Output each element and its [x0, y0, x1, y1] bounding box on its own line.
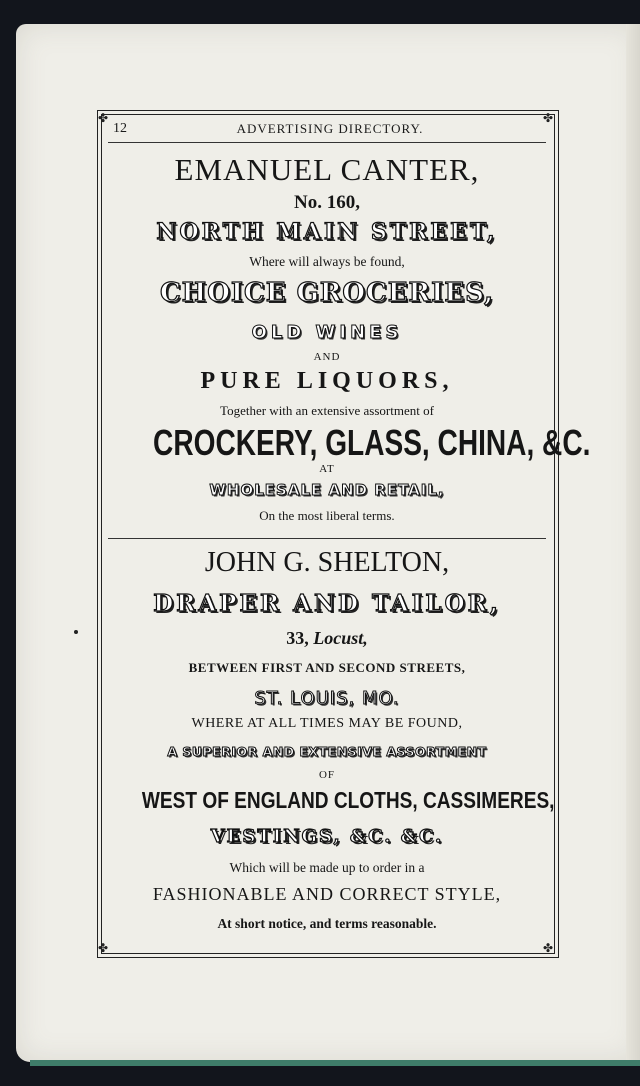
liquors-line: PURE LIQUORS, [200, 368, 454, 394]
street-name: NORTH MAIN STREET, [156, 219, 498, 245]
wines-line: OLD WINES [251, 322, 403, 343]
style-line: FASHIONABLE AND CORRECT STYLE, [152, 884, 502, 904]
assortment-intro: Together with an extensive assortment of [220, 403, 434, 418]
corner-ornament-icon: ✤ [543, 941, 554, 955]
between-line: BETWEEN FIRST AND SECOND STREETS, [188, 660, 466, 675]
advertiser-name-2: JOHN G. SHELTON, [204, 547, 450, 578]
cloths-line: WEST OF ENGLAND CLOTHS, CASSIMERES, [141, 787, 555, 813]
page-number: 12 [113, 121, 127, 136]
street-number: No. 160, [294, 192, 360, 213]
crockery-line: CROCKERY, GLASS, CHINA, &C. [153, 422, 591, 463]
corner-ornament-icon: ✤ [98, 111, 109, 125]
terms-line: On the most liberal terms. [259, 508, 395, 523]
running-head: ADVERTISING DIRECTORY. [236, 121, 424, 136]
page-edge [626, 24, 640, 1064]
at-line: AT [319, 463, 335, 475]
where-line: WHERE AT ALL TIMES MAY BE FOUND, [191, 716, 463, 731]
assortment-line: A SUPERIOR AND EXTENSIVE ASSORTMENT [167, 744, 487, 759]
groceries-line: CHOICE GROCERIES, [159, 278, 495, 308]
ink-speck [74, 630, 78, 634]
trade-line: DRAPER AND TAILOR, [153, 590, 501, 617]
address-number: 33, [286, 628, 314, 648]
advertiser-name: EMANUEL CANTER, [174, 152, 480, 187]
of-line: OF [318, 769, 336, 781]
vestings-line: VESTINGS, &C. &C. [210, 826, 444, 847]
corner-ornament-icon: ✤ [98, 941, 109, 955]
city-line: ST. LOUIS, MO. [254, 688, 400, 709]
and-line: AND [313, 351, 341, 363]
cover-edge [30, 1060, 640, 1066]
address-line [104, 628, 550, 649]
wholesale-line: WHOLESALE AND RETAIL, [209, 481, 445, 499]
header-rule [108, 142, 546, 143]
made-line: Which will be made up to order in a [229, 860, 425, 875]
notice-line: At short notice, and terms reasonable. [217, 916, 437, 931]
address-street: Locust, [313, 628, 368, 648]
corner-ornament-icon: ✤ [543, 111, 554, 125]
found-line: Where will always be found, [249, 254, 405, 269]
ad-divider [108, 538, 546, 539]
